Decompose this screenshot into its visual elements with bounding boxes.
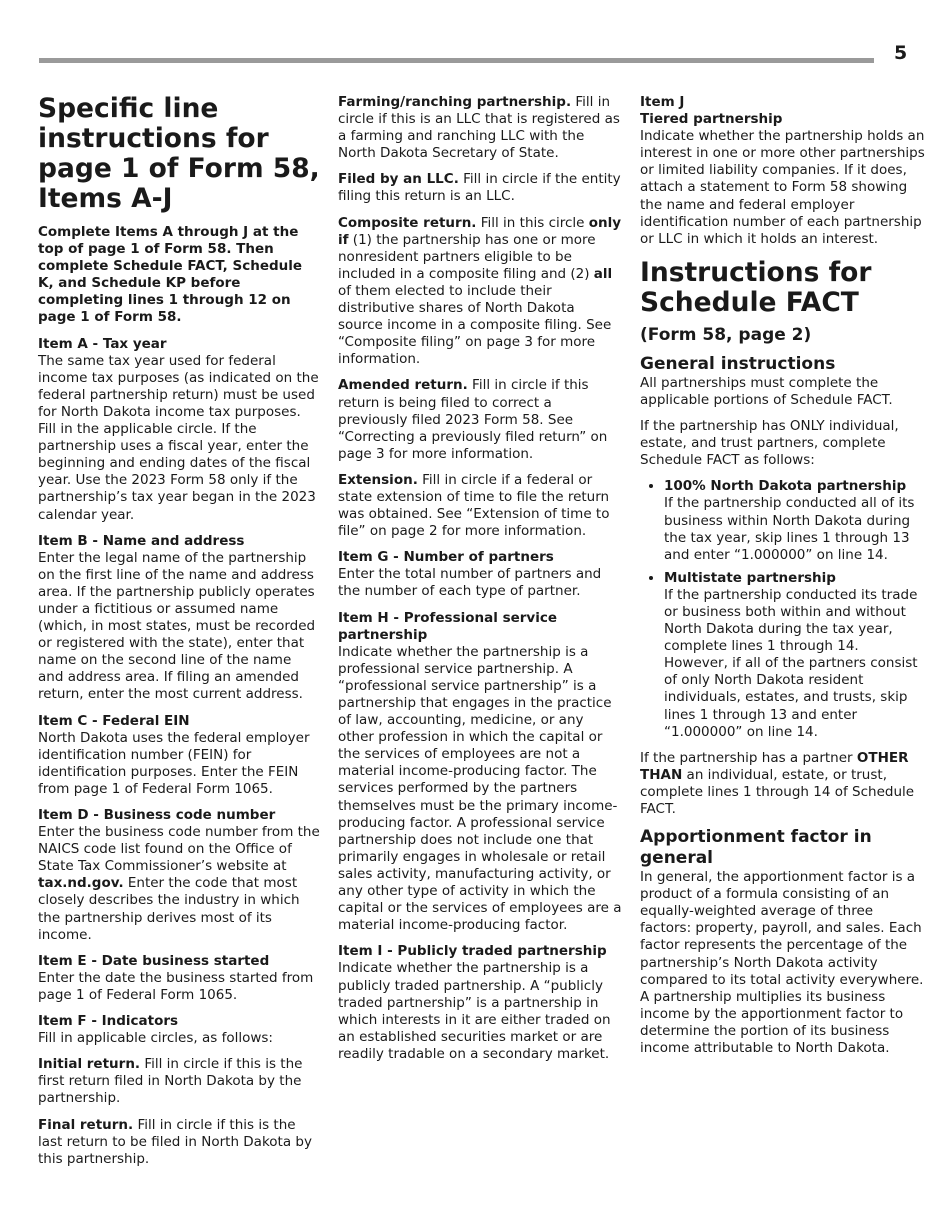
item-h-text: Indicate whether the partnership is a professional service partnership. A “professional service partnership” is a partnership that engages in the practice of law, accounting, medicine, or any other profession in which the capital or the services of employees are not a material income-producing factor. The services performed by the partners themselves must be the primary income-producing factor. A professional service partnership does not include one that primarily engages in wholesale or retail sales activity, manufacturing activity, or any other type of activity in which the capital or the services of employees are a material income-producing factor. <box>338 643 622 934</box>
header-rule <box>39 58 874 63</box>
item-a-heading: Item A - Tax year <box>38 335 167 352</box>
other-text-2: an individual, estate, or trust, complete lines 1 through 14 of Schedule FACT. <box>640 766 915 817</box>
amended-return <box>338 377 622 462</box>
other-than-paragraph <box>640 750 926 818</box>
initial-return-heading: Initial return. <box>38 1056 141 1073</box>
section-subtitle: (Form 58, page 2) <box>640 324 812 345</box>
bullet-2-heading: Multistate partnership <box>664 569 836 586</box>
item-c <box>38 713 320 798</box>
item-a-text: The same tax year used for federal income tax purposes (as indicated on the federal partnership return) must be used for North Dakota income tax purposes. Fill in the applicable circle. If the partnership uses a fiscal year, enter the beginning and ending dates of the fiscal year. Use the 2023 Form 58 only if the partnership’s tax year began in the 2023 calendar year. <box>38 352 319 523</box>
item-d-text-1: Enter the business code number from the NAICS code list found on the Office of State Tax Commissioner’s website at <box>38 824 320 875</box>
final-return <box>38 1117 320 1168</box>
composite-heading: Composite return. <box>338 214 477 231</box>
column-3 <box>640 94 926 1066</box>
general-instructions-text: All partnerships must complete the applicable portions of Schedule FACT. <box>640 374 893 408</box>
item-h-heading: Item H - Professional service partnership <box>338 609 558 643</box>
item-b-text: Enter the legal name of the partnership on the first line of the name and address area. If the partnership publicly operates under a fictitious or assumed name (which, in most states, must be recorded or registered with the state), enter that name on the second line of the name and address area. If filing an amended return, enter the most current address. <box>38 549 316 703</box>
list-item-multistate <box>664 570 926 741</box>
initial-return-text: Fill in circle if this is the first return filed in North Dakota by the partnership. <box>38 1056 303 1107</box>
partnership-type-list <box>640 478 926 740</box>
item-e-heading: Item E - Date business started <box>38 952 270 969</box>
item-b-heading: Item B - Name and address <box>38 532 245 549</box>
item-c-text: North Dakota uses the federal employer identification number (FEIN) for identification purposes. Enter the FEIN from page 1 of Federal Form 1065. <box>38 729 310 797</box>
item-b <box>38 533 320 704</box>
column-1 <box>38 94 320 1177</box>
item-g-text: Enter the total number of partners and the number of each type of partner. <box>338 566 602 600</box>
item-e <box>38 953 320 1004</box>
bullet-1-text: If the partnership conducted all of its business within North Dakota during the tax year, skip lines 1 through 13 and enter “1.000000” on line 14. <box>664 495 915 563</box>
composite-only: only if <box>338 214 622 248</box>
farming-heading: Farming/ranching partnership. <box>338 94 572 110</box>
item-d <box>38 807 320 944</box>
item-a <box>38 336 320 524</box>
general-instructions-heading: General instructions <box>640 353 836 374</box>
bullet-2-text: If the partnership conducted its trade or business both within and without North Dakota during the tax year, complete lines 1 through 14. However, if all of the partners consist of only North Dakota resident individuals, estates, and trusts, skip lines 1 through 13 and enter “1.000000” on line 14. <box>664 586 918 740</box>
only-individual-text: If the partnership has ONLY individual, estate, and trust partners, complete Schedule FACT as follows: <box>640 418 899 469</box>
item-j <box>640 94 926 248</box>
farming-ranching <box>338 94 622 162</box>
item-i-heading: Item I - Publicly traded partnership <box>338 943 607 960</box>
final-return-text: Fill in circle if this is the last return to be filed in North Dakota by this partnership. <box>38 1116 312 1167</box>
item-f-text: Fill in applicable circles, as follows: <box>38 1030 273 1047</box>
llc-heading: Filed by an LLC. <box>338 171 459 188</box>
filed-by-llc <box>338 171 622 205</box>
item-c-heading: Item C - Federal EIN <box>38 712 190 729</box>
composite-text-2: (1) the partnership has one or more nonresident partners eligible to be included in a composite filing and (2) <box>338 231 596 282</box>
item-j-subheading: Tiered partnership <box>640 111 783 128</box>
composite-all: all <box>593 265 613 282</box>
website-link[interactable]: tax.nd.gov. <box>38 875 124 892</box>
item-j-heading: Item J <box>640 94 685 110</box>
item-f-heading: Item F - Indicators <box>38 1013 179 1030</box>
item-h <box>338 610 622 935</box>
extension <box>338 472 622 540</box>
llc-text: Fill in circle if the entity filing this return is an LLC. <box>338 171 621 205</box>
extension-heading: Extension. <box>338 471 418 488</box>
other-text-1: If the partnership has a partner <box>640 749 857 766</box>
apportionment-heading: Apportionment factor in general <box>640 827 872 869</box>
initial-return <box>38 1056 320 1107</box>
amended-heading: Amended return. <box>338 377 468 394</box>
item-e-text: Enter the date the business started from page 1 of Federal Form 1065. <box>38 969 314 1003</box>
list-item-nd-partnership <box>664 478 926 563</box>
section-title-line-instructions: Specific line instructions for page 1 of Form 58, Items A-J <box>38 93 320 214</box>
column-2 <box>338 94 622 1072</box>
apportionment-text: In general, the apportionment factor is a product of a formula consisting of an equally-weighted average of three factors: property, payroll, and sales. Each factor represents the percentage of the partnership’s North Dakota activity compared to its total activity everywhere. A partnership multiplies its business income by the apportionment factor to determine the portion of its business income attributable to North Dakota. <box>640 869 924 1057</box>
item-g <box>338 549 622 600</box>
item-f <box>38 1013 320 1047</box>
item-i-text: Indicate whether the partnership is a publicly traded partnership. A “publicly traded partnership” is a partnership in which interests in it are either traded on an established securities market or are readily tradable on a secondary market. <box>338 960 611 1062</box>
composite-text-1: Fill in this circle <box>476 214 589 231</box>
page-number: 5 <box>894 42 908 64</box>
item-d-text-2: Enter the code that most closely describes the industry in which the partnership derives most of its income. <box>38 875 300 943</box>
section-title-schedule-fact: Instructions for Schedule FACT <box>640 256 872 318</box>
composite-text-3: of them elected to include their distributive shares of North Dakota source income in a composite filing. See “Composite filing” on page 3 for more information. <box>338 282 612 368</box>
composite-return <box>338 215 622 369</box>
intro-paragraph: Complete Items A through J at the top of page 1 of Form 58. Then complete Schedule FACT, Schedule K, and Schedule KP before completing lines 1 through 12 on page 1 of Form 58. <box>38 224 303 326</box>
final-return-heading: Final return. <box>38 1116 134 1133</box>
extension-text: Fill in circle if a federal or state extension of time to file the return was obtained. See “Extension of time to file” on page 2 for more information. <box>338 471 610 540</box>
other-than-bold: OTHER THAN <box>640 749 909 783</box>
item-i <box>338 943 622 1063</box>
item-g-heading: Item G - Number of partners <box>338 549 554 566</box>
item-j-text: Indicate whether the partnership holds an interest in one or more other partnerships or limited liability companies. If it does, attach a statement to Form 58 showing the name and federal employer identification number of each partnership or LLC in which it holds an interest. <box>640 128 925 247</box>
item-d-heading: Item D - Business code number <box>38 807 276 823</box>
bullet-1-heading: 100% North Dakota partnership <box>664 478 907 495</box>
farming-text: Fill in circle if this is an LLC that is registered as a farming and ranching LLC with the North Dakota Secretary of State. <box>338 94 620 162</box>
amended-text: Fill in circle if this return is being filed to correct a previously filed 2023 Form 58. See “Correcting a previously filed return” on page 3 for more information. <box>338 377 608 462</box>
